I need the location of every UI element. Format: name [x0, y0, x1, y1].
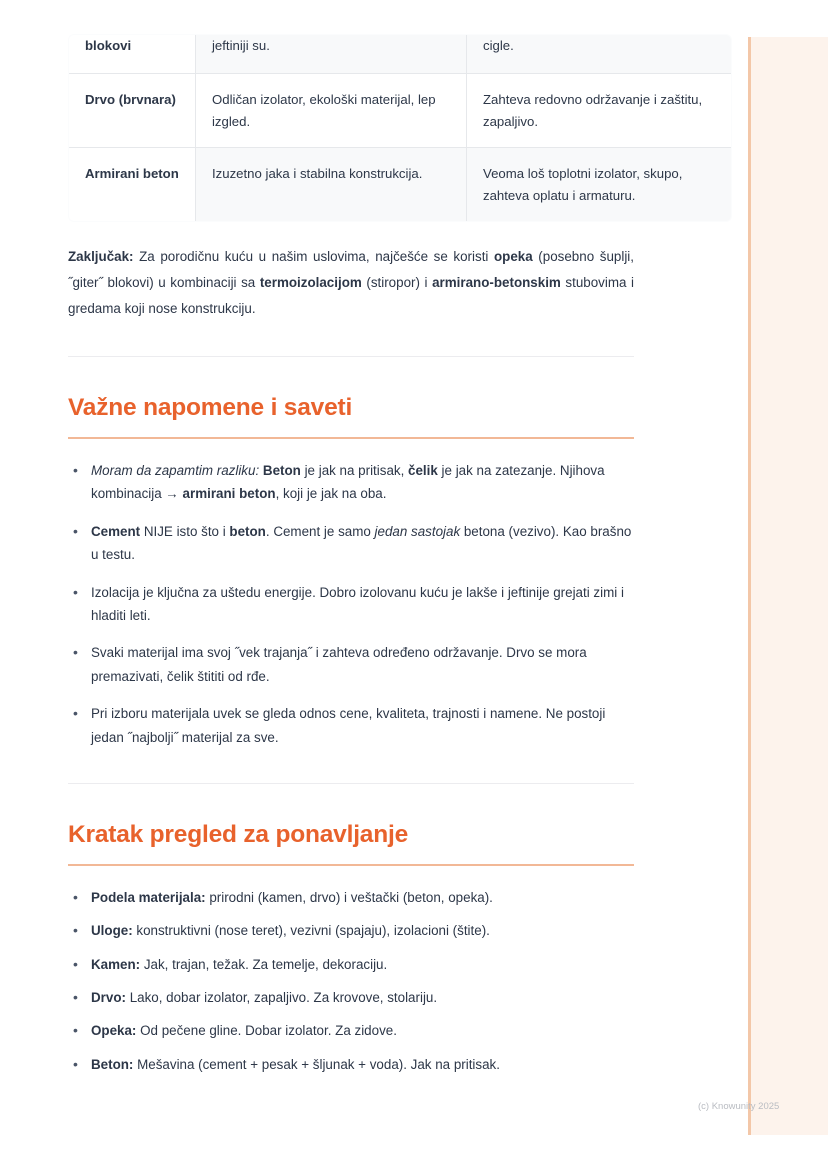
table-row	[69, 35, 732, 74]
section-title-summary: Kratak pregled za ponavljanje	[68, 821, 409, 849]
table-cell-material: blokovi	[69, 35, 196, 74]
table-cell-material: Drvo (brvnara)	[69, 74, 196, 148]
table-cell-advantages: Izuzetno jaka i stabilna konstrukcija.	[196, 148, 467, 222]
table-cell-disadvantages: Veoma loš toplotni izolator, skupo, zahteva oplatu i armaturu.	[467, 148, 732, 222]
table-row	[69, 74, 732, 148]
conclusion-paragraph: Zaključak: Za porodičnu kuću u našim uslovima, najčešće se koristi opeka (posebno šuplji, ˝giter˝ blokovi) u kombinaciji sa termoizolacijom (stiropor) i armirano-betonskim stubovima i gredama koji nose konstrukciju.	[68, 248, 634, 317]
list-item: • Izolacija je ključna za uštedu energije. Dobro izolovanu kuću je lakše i jeftinije grejati zimi i hladiti leti.	[68, 581, 634, 628]
decorative-side-panel	[748, 37, 828, 1135]
table-row	[69, 148, 732, 222]
section-summary	[68, 820, 644, 1076]
notes-bullet-list	[68, 459, 634, 750]
materials-comparison-table	[68, 34, 732, 222]
list-item: • Pri izboru materijala uvek se gleda odnos cene, kvaliteta, trajnosti i namene. Ne postoji jedan ˝najbolji˝ materijal za sve.	[68, 702, 634, 749]
list-item: • Beton: Mešavina (cement + pesak + šljunak + voda). Jak na pritisak.	[68, 1053, 634, 1076]
list-item: • Uloge: konstruktivni (nose teret), vezivni (spajaju), izolacioni (štite).	[68, 919, 634, 942]
section-title-notes: Važne napomene i saveti	[68, 394, 353, 422]
section-notes	[68, 393, 644, 749]
section-title-underline-summary	[68, 864, 634, 866]
table-cell-material: Armirani beton	[69, 148, 196, 222]
list-item: • Kamen: Jak, trajan, težak. Za temelje, dekoraciju.	[68, 953, 634, 976]
list-item: • Svaki materijal ima svoj ˝vek trajanja˝ i zahteva određeno održavanje. Drvo se mora premazivati, čelik štititi od rđe.	[68, 641, 634, 688]
list-item: • Podela materijala: prirodni (kamen, drvo) i veštački (beton, opeka).	[68, 886, 634, 909]
list-item: • Cement NIJE isto što i beton. Cement je samo jedan sastojak betona (vezivo). Kao brašno u testu.	[68, 520, 634, 567]
table-cell-advantages: Odličan izolator, ekološki materijal, lep izgled.	[196, 74, 467, 148]
table-cell-disadvantages: Zahteva redovno održavanje i zaštitu, zapaljivo.	[467, 74, 732, 148]
table-cell-advantages: jeftiniji su.	[196, 35, 467, 74]
table-body	[69, 35, 732, 222]
section-divider-1	[68, 356, 634, 357]
summary-bullet-list	[68, 886, 634, 1077]
table-cell-disadvantages: cigle.	[467, 35, 732, 74]
section-title-underline-notes	[68, 437, 634, 439]
section-divider-2	[68, 783, 634, 784]
footer-copyright: (c) Knowunity 2025	[698, 1101, 780, 1112]
list-item: • Drvo: Lako, dobar izolator, zapaljivo. Za krovove, stolariju.	[68, 986, 634, 1009]
list-item: • Opeka: Od pečene gline. Dobar izolator. Za zidove.	[68, 1019, 634, 1042]
list-item: • Moram da zapamtim razliku: Beton je jak na pritisak, čelik je jak na zatezanje. Njihova kombinacija → armirani beton, koji je jak na oba.	[68, 459, 634, 506]
